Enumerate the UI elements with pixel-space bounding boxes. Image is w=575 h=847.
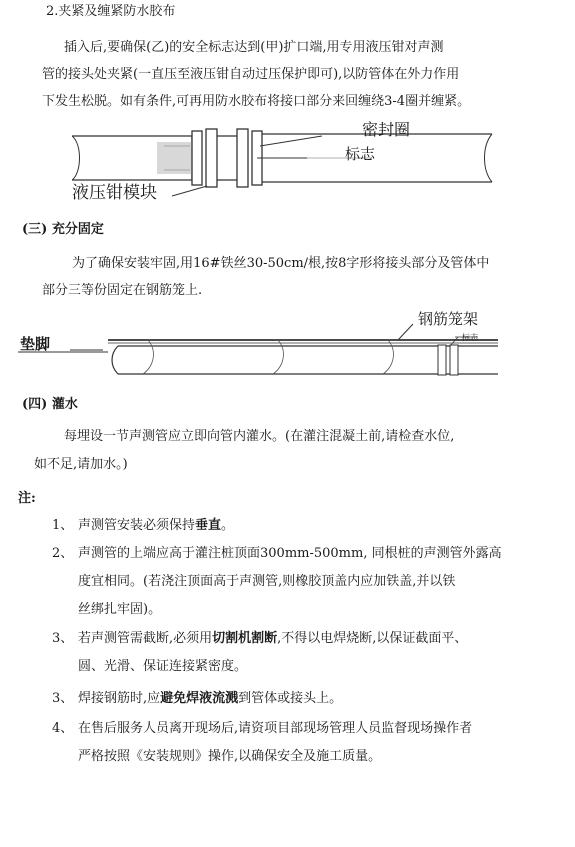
note-number: 1、 (52, 518, 74, 533)
note-line (78, 748, 381, 765)
notes-label: 注: (18, 491, 36, 506)
note-text: 声测管安装必须保持 (78, 518, 196, 533)
label-clamp-module: 液压钳模块 (72, 183, 157, 203)
section-2-para-line-3: 下发生松脱。如有条件,可再用防水胶布将接口部分来回缠绕3-4圈并缠紧。 (42, 94, 471, 109)
section-2-para-line-1: 插入后,要确保(乙)的安全标志达到(甲)扩口端,用专用液压钳对声测 (64, 40, 444, 55)
section-4-para-line-2: 如不足,请加水。) (34, 457, 128, 472)
note-line (78, 545, 502, 562)
section-3-para-line-2: 部分三等份固定在钢筋笼上. (42, 283, 203, 298)
note-line (78, 690, 342, 707)
label-foot-pad: 垫脚 (20, 335, 51, 353)
note-emphasis: 避免焊液流溅 (160, 691, 239, 706)
section-2-para-line-2: 管的接头处夹紧(一直压至液压钳自动过压保护即可),以防管体在外力作用 (42, 67, 460, 82)
section-4-heading: (四) 灌水 (22, 397, 78, 412)
note-text: 严格按照《安装规则》操作,以确保安全及施工质量。 (78, 749, 382, 764)
note-number: 2、 (52, 546, 74, 561)
note-number: 3、 (52, 631, 74, 646)
note-number: 3、 (52, 691, 74, 706)
label-mark-small: 标志 (462, 333, 478, 342)
note-line (78, 720, 472, 737)
note-text: ,不得以电焊烧断,以保证截面平、 (277, 631, 468, 646)
section-3-para-line-1: 为了确保安装牢固,用16#铁丝30-50cm/根,按8字形将接头部分及管体中 (72, 256, 490, 271)
note-text: 度宜相同。(若浇注顶面高于声测管,则橡胶顶盖内应加铁盖,并以铁 (78, 574, 456, 589)
note-text: 圆、光滑、保证连接紧密度。 (78, 659, 248, 674)
note-line (78, 573, 455, 590)
section-3-heading: (三) 充分固定 (22, 222, 104, 237)
note-number: 4、 (52, 721, 74, 736)
note-text: 焊接钢筋时,应 (78, 691, 161, 706)
note-line (78, 517, 234, 534)
label-mark: 标志 (345, 145, 376, 163)
note-text: 到管体或接头上。 (238, 691, 343, 706)
note-text: 。 (221, 518, 235, 533)
note-line (78, 658, 247, 675)
note-emphasis: 垂直 (195, 518, 222, 533)
note-emphasis: 切割机割断 (212, 631, 278, 646)
label-seal-ring: 密封圈 (362, 120, 411, 139)
note-text: 声测管的上端应高于灌注桩顶面300mm-500mm, 同根桩的声测管外露高 (78, 546, 502, 561)
label-rebar-cage: 钢筋笼架 (418, 310, 479, 328)
note-text: 在售后服务人员离开现场后,请资项目部现场管理人员监督现场操作者 (78, 721, 473, 736)
note-line (78, 630, 467, 647)
note-text: 丝绑扎牢固)。 (78, 602, 162, 617)
section-2-heading: 2.夹紧及缠紧防水胶布 (46, 4, 176, 19)
section-4-para-line-1: 每埋设一节声测管应立即向管内灌水。(在灌注混凝土前,请检查水位, (64, 429, 455, 444)
note-line (78, 601, 161, 618)
note-text: 若声测管需截断,必须用 (78, 631, 213, 646)
